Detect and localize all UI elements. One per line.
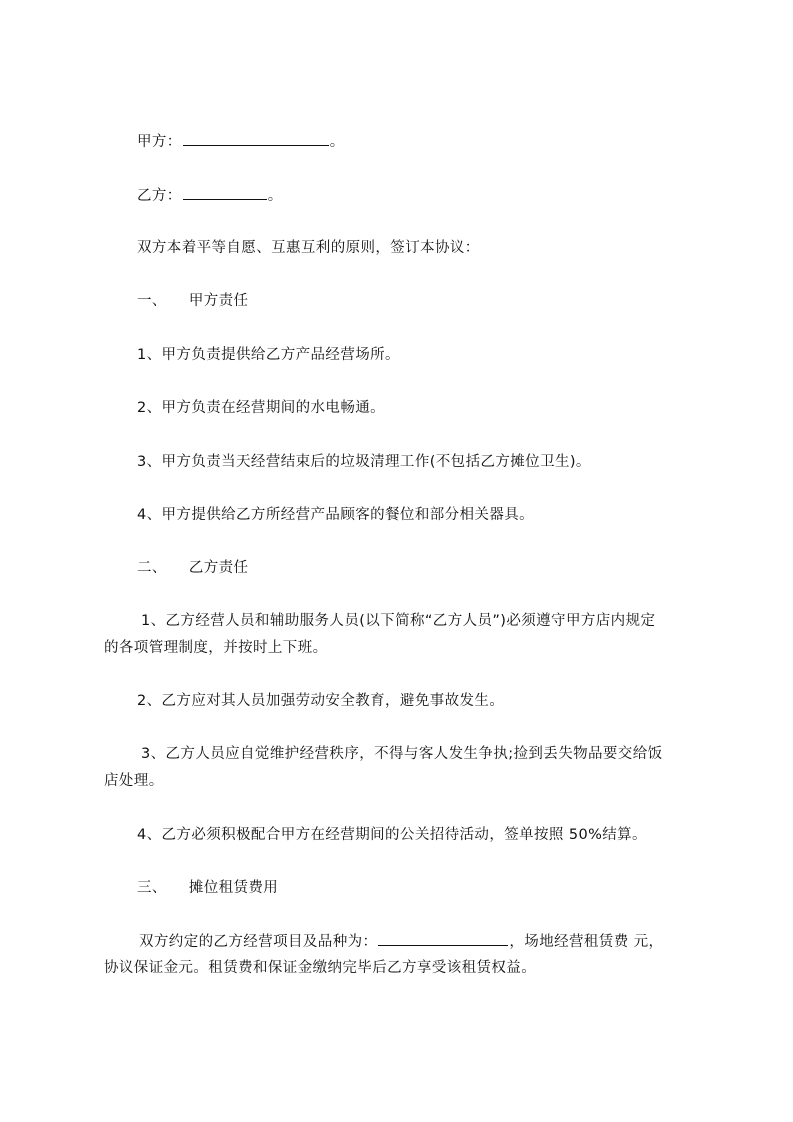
section-1-item-1: 1、甲方负责提供给乙方产品经营场所。 xyxy=(137,347,400,363)
section-1-item-4: 4、甲方提供给乙方所经营产品顾客的餐位和部分相关器具。 xyxy=(137,507,535,523)
party-b-end: 。 xyxy=(267,188,283,204)
intro-text: 双方本着平等自愿、互惠互利的原则，签订本协议： xyxy=(137,240,480,256)
section-3-blank xyxy=(378,932,508,946)
section-2-item-2: 2、乙方应对其人员加强劳动安全教育，避免事故发生。 xyxy=(137,693,505,709)
section-1-number: 一、 xyxy=(137,293,167,309)
section-1-title: 甲方责任 xyxy=(188,293,249,309)
section-3-prefix: 双方约定的乙方经营项目及品种为： xyxy=(139,934,378,950)
section-1-item-2: 2、甲方负责在经营期间的水电畅通。 xyxy=(137,400,386,416)
section-2-item-3-line-2: 店处理。 xyxy=(104,773,164,789)
party-b-label: 乙方： xyxy=(137,188,182,204)
party-b-blank xyxy=(183,186,267,200)
section-3-title: 摊位租赁费用 xyxy=(188,880,279,896)
section-2-item-1-line-2: 的各项管理制度，并按时上下班。 xyxy=(104,640,328,656)
section-3-suffix: ，场地经营租赁费 元， xyxy=(509,934,664,950)
party-b-line xyxy=(137,186,793,205)
section-1-heading xyxy=(137,292,793,310)
party-a-label: 甲方： xyxy=(137,134,182,150)
party-a-end: 。 xyxy=(329,134,345,150)
section-2-heading xyxy=(137,559,793,577)
section-2-item-4: 4、乙方必须积极配合甲方在经营期间的公关招待活动，签单按照 50%结算。 xyxy=(137,827,647,843)
section-3-number: 三、 xyxy=(137,880,167,896)
party-a-line xyxy=(137,132,793,151)
section-3-paragraph-line-1 xyxy=(139,932,793,951)
section-3-heading xyxy=(137,879,793,897)
party-a-blank xyxy=(183,132,329,146)
section-3-paragraph-line-2: 协议保证金元。租赁费和保证金缴纳完毕后乙方享受该租赁权益。 xyxy=(104,960,537,976)
section-2-title: 乙方责任 xyxy=(188,560,249,576)
section-2-number: 二、 xyxy=(137,560,167,576)
section-2-item-1-line-1: 1、乙方经营人员和辅助服务人员(以下简称“乙方人员”)必须遵守甲方店内规定 xyxy=(141,613,656,629)
section-1-item-3: 3、甲方负责当天经营结束后的垃圾清理工作(不包括乙方摊位卫生)。 xyxy=(137,454,591,470)
section-2-item-3-line-1: 3、乙方人员应自觉维护经营秩序，不得与客人发生争执;捡到丢失物品要交给饭 xyxy=(141,746,663,762)
